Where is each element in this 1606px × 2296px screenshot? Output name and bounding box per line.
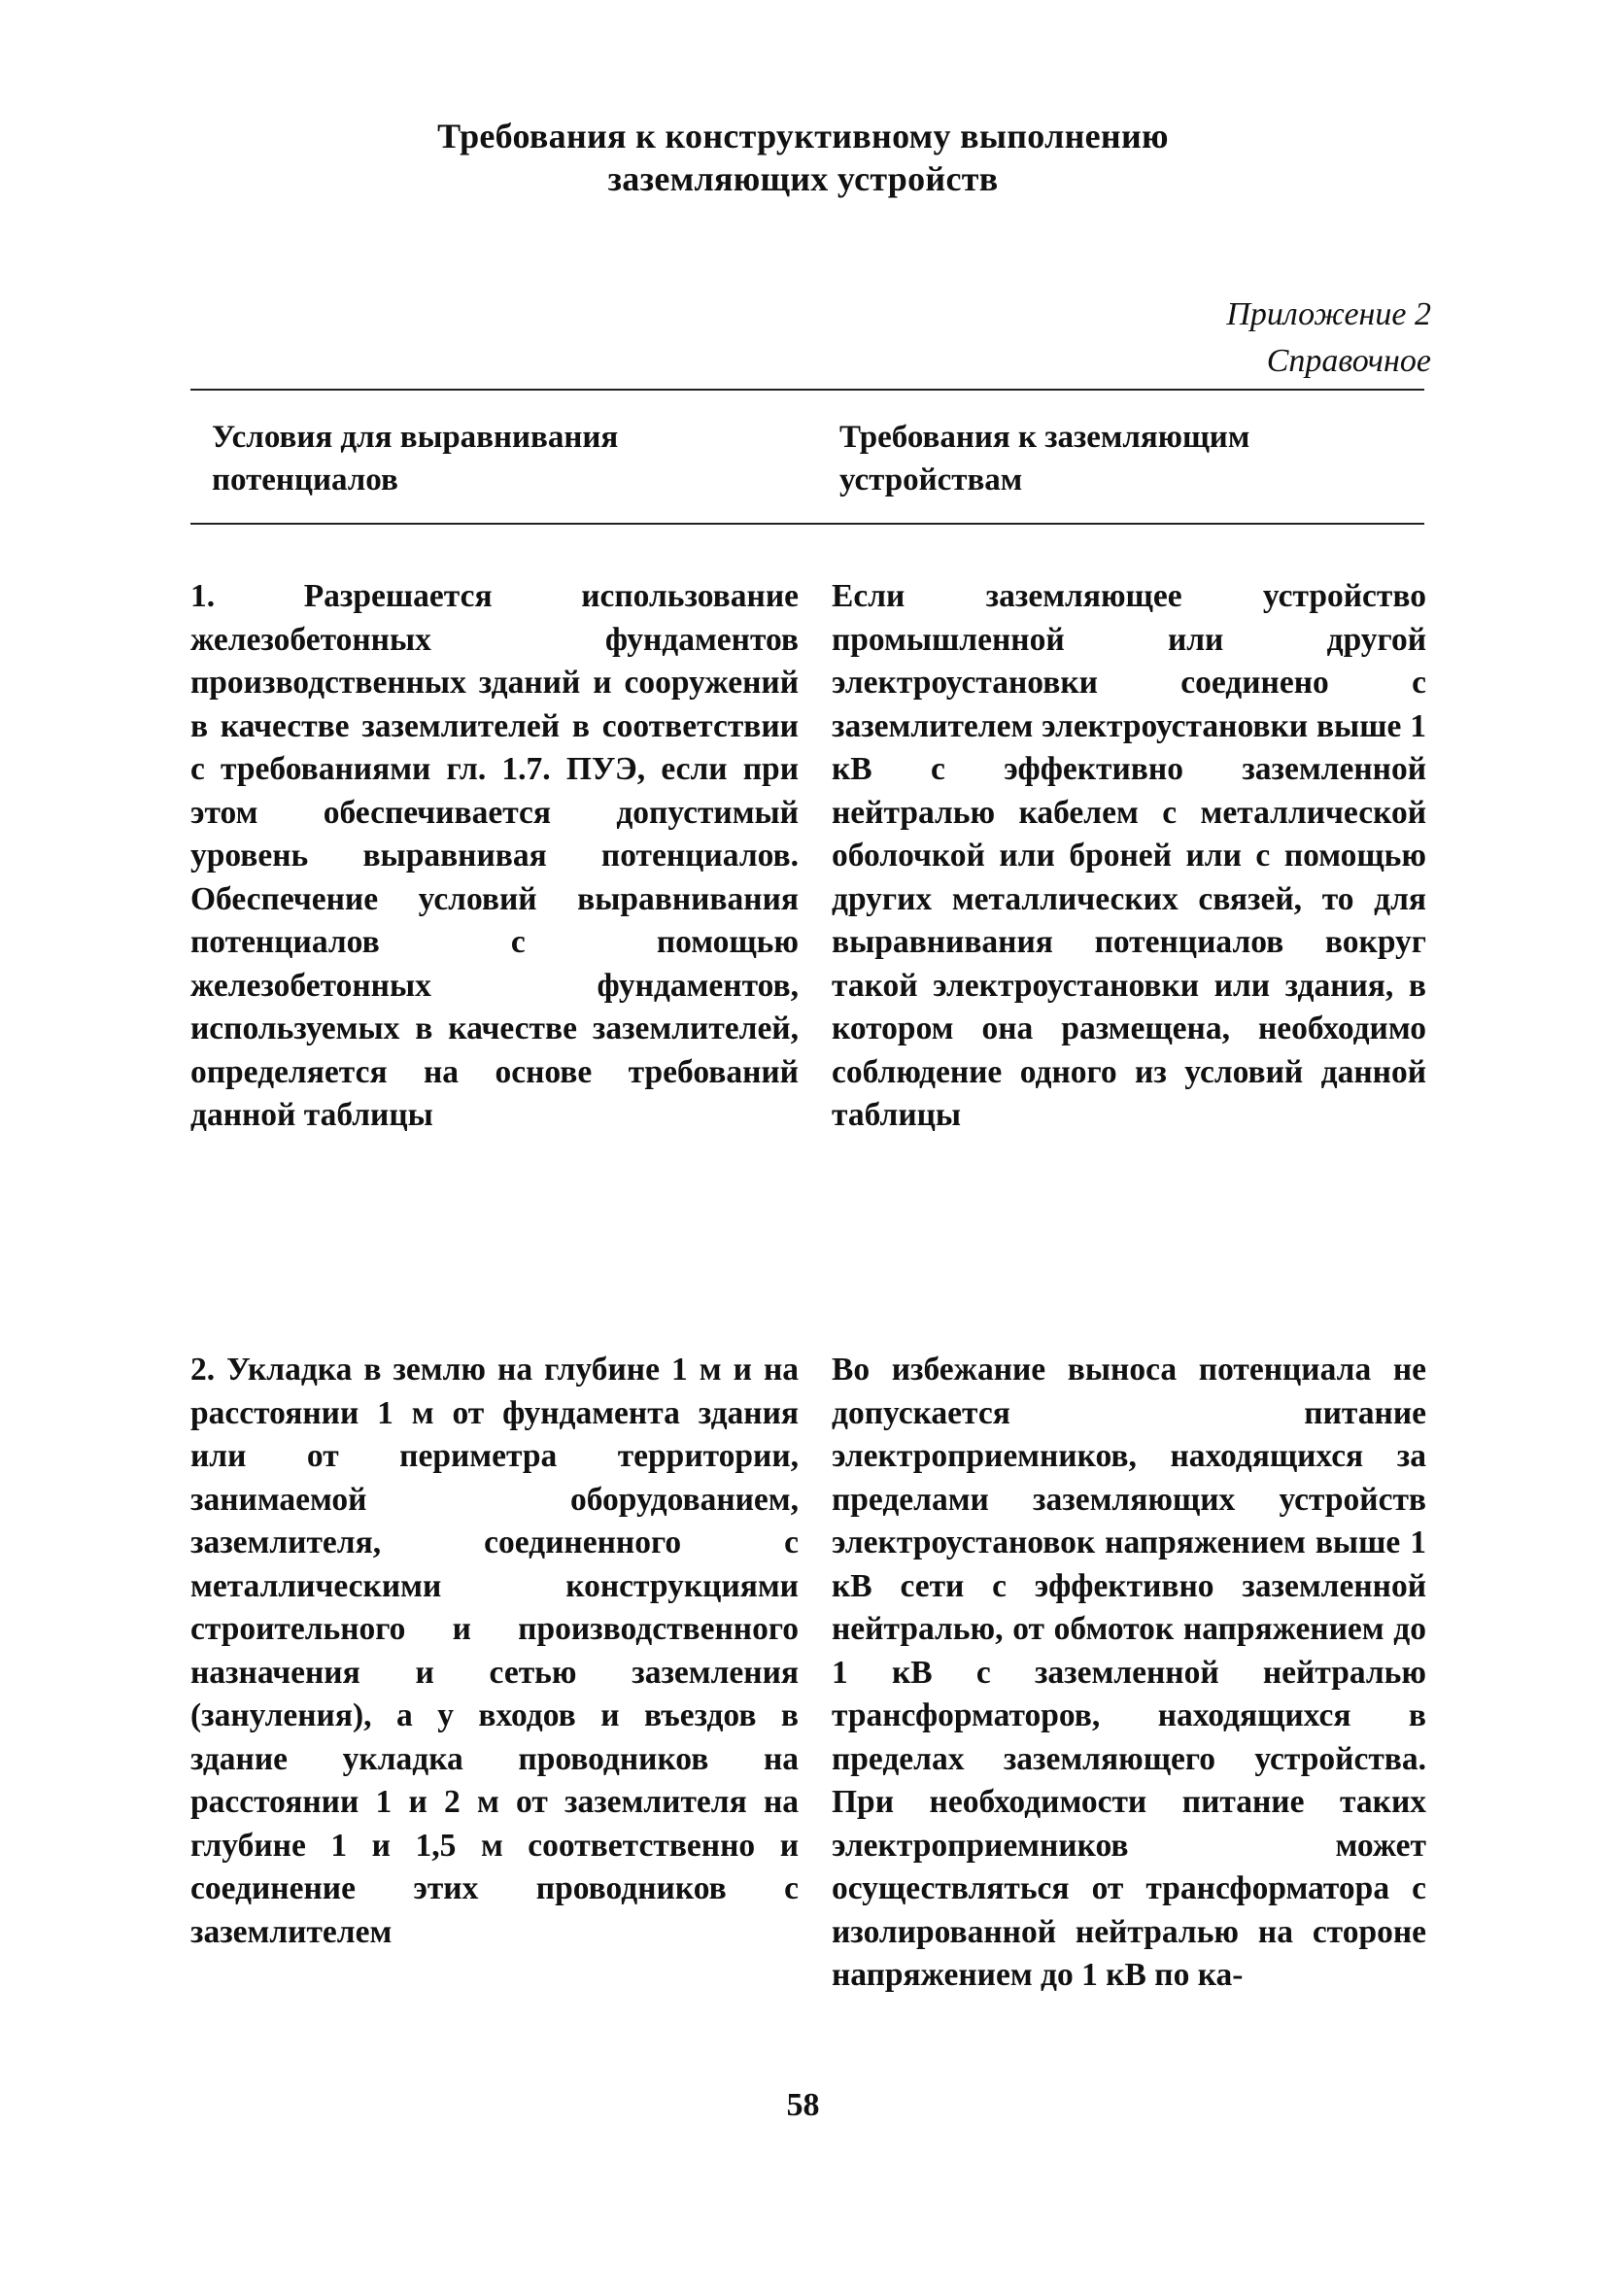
table-top-rule <box>190 389 1424 391</box>
header-conditions: Условия для выравнивания потенциалов <box>212 420 619 497</box>
title-line-1: Требования к конструктивному выполнению <box>437 117 1169 155</box>
table-header-rule <box>190 523 1424 525</box>
page-number: 58 <box>786 2087 820 2123</box>
table-cell-row1-requirements: Если заземляющее устройство промышленной или другой электроустановки соединено с заземлителем электроустановки выше 1 кВ с эффективно заземленной нейтралью кабелем с металлической оболочкой или броней или с помощью других металлических связей, то для выравнивания потенциалов вокруг такой электроустановки или здания, в котором она размещена, необходимо соблюдение одного из условий данной таблицы <box>832 578 1426 1133</box>
appendix-type: Справочное <box>1266 343 1431 379</box>
table-cell-row2-requirements: Во избежание выноса потенциала не допускается питание электроприемников, находящихся за пределами заземляющих устройств электроустановок напряжением выше 1 кВ сети с эффективно заземленной нейтралью, от обмоток напряжением до 1 кВ с заземленной нейтралью трансформаторов, находящихся в пределах заземляющего устройства. При необходимости питание таких электроприемников может осуществляться от трансформатора с изолированной нейтралью на стороне напряжением до 1 кВ по ка- <box>832 1352 1426 1993</box>
table-cell-row2-conditions: 2. Укладка в землю на глубине 1 м и на расстоянии 1 м от фундамента здания или от периметра территории, занимаемой оборудованием, заземлителя, соединенного с металлическими конструкциями строительного и производственного назначения и сетью заземления (зануления), а у входов и въездов в здание укладка проводников на расстоянии 1 и 2 м от заземлителя на глубине 1 и 1,5 м соответственно и соединение этих проводников с заземлителем <box>190 1352 799 1950</box>
table-cell-row1-conditions: 1. Разрешается использование железобетонных фундаментов производственных зданий и сооружений в качестве заземлителей в соответствии с требованиями гл. 1.7. ПУЭ, если при этом обеспечивается допустимый уровень выравнивая потенциалов. Обеспечение условий выравнивания потенциалов с помощью железобетонных фундаментов, используемых в качестве заземлителей, определяется на основе требований данной таблицы <box>190 578 799 1133</box>
title-line-2: заземляющих устройств <box>607 159 999 198</box>
appendix-label <box>1226 291 1431 385</box>
header-requirements: Требования к заземляющим устройствам <box>839 420 1250 497</box>
page-title <box>0 115 1606 200</box>
appendix-number: Приложение 2 <box>1226 296 1431 332</box>
